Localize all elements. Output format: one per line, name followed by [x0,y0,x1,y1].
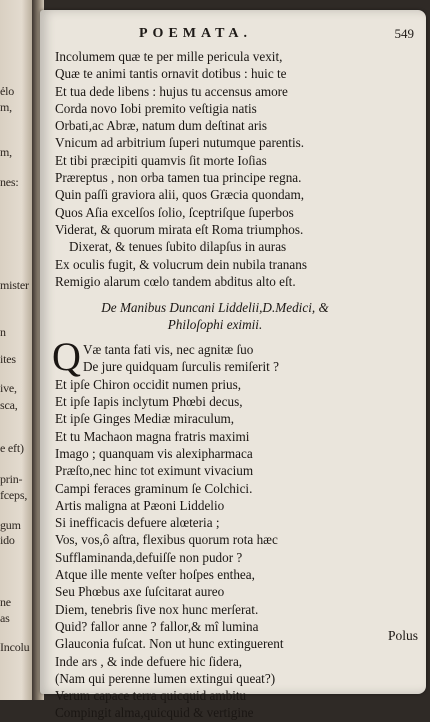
verse-line: Quid? fallor anne ? fallor,& mî lumina [55,618,259,634]
verse-line: Glauconia fuſcat. Non ut hunc extinguerent [55,636,284,652]
verse-line: Compingit alma,quicquid & vertigine [55,705,254,721]
prev-page-fragment: m, [0,100,12,114]
prev-page-fragment: m, [0,145,12,159]
prev-page-fragment: Incolu [0,640,30,654]
verse-line: Quos Aſia excelſos ſolio, ſceptriſque ſuperbos [55,204,294,220]
verse-line: Incolumem quæ te per mille pericula vexit, [55,49,283,64]
prev-page-fragment: prin- [0,472,23,486]
prev-page-fragment: ẻlo [0,84,15,98]
page-header [55,26,414,42]
page-text [52,48,375,722]
verse-line: Et ipſe Chiron occidit numen prius, [55,376,242,392]
prev-page-fragment: ive, [0,381,17,395]
verse-line: Imago ; quanquam vis alexipharmaca [55,445,253,461]
verse-line: Et tu Machaon magna fratris maximi [55,428,250,444]
verse-line: (Nam qui perenne lumen extingui queat?) [55,670,276,686]
prev-page-fragment: nes: [0,175,19,189]
poem-heading-line: De Manibus Duncani Liddelii,D.Medici, & [101,300,329,316]
prev-page-fragment: n [0,325,6,339]
verse-line: Et tua dede libens : hujus tu accensus amore [55,83,288,99]
verse-line: Et tibi præcipiti quamvis ſit morte Ioſias [55,152,267,168]
verse-line: Vnicum ad arbitrium ſuperi nutumque parentis. [55,135,305,151]
verse-line: Præſto,nec hinc tot eximunt vivacium [55,463,254,479]
poem-2 [52,334,375,722]
running-title: POEMATA. [139,26,252,41]
poem-heading-line: Philoſophi eximii. [167,317,263,333]
verse-line: Corda novo Iobi premito veſtigia natis [55,100,257,116]
poem-heading [55,299,375,333]
dropcap-block [52,334,375,380]
prev-page-fragment: as [0,611,10,625]
verse-line: Væ tanta fati vis, nec agnitæ ſuo [83,342,254,358]
verse-line: Remigio alarum cœlo tandem abditus alto eſt. [55,273,296,289]
verse-line: Seu Phœbus axe ſuſcitarat aureo [55,584,225,600]
catchword: Polus [387,628,418,643]
prev-page-fragment: ido [0,533,15,547]
verse-line: Si inefficacis defuere alœteria ; [55,515,220,531]
verse-line: Viderat, & quorum mirata eſt Roma triumphos. [55,221,304,237]
verse-line: Atque ille mente veſter hoſpes enthea, [55,567,255,583]
verse-line: Et ipſe Iapis inclytum Phœbi decus, [55,394,243,410]
prev-page-fragment: ne [0,595,11,609]
previous-page-edge [0,0,36,700]
verse-line: Sufflaminanda,defuiſſe non pudor ? [55,549,243,565]
verse-line: Verum capace terra quicquid ambitu [55,688,247,704]
verse-line: Præreptus , non orba tamen tua principe regna. [55,170,302,186]
prev-page-fragment: sca, [0,398,18,412]
verse-line: Campi feraces graminum ſe Colchici. [55,480,253,496]
verse-line: Inde ars , & inde defuere hic ſidera, [55,653,243,669]
page-number: 549 [394,26,414,41]
poem-1 [55,48,375,290]
verse-line: Quæ te animi tantis ornavit dotibus : huic te [55,66,287,82]
verse-line: De jure quidquam ſurculis remiſerit ? [83,359,279,375]
prev-page-fragment: ites [0,352,16,366]
prev-page-fragment: fceps, [0,488,28,502]
prev-page-fragment: e eft) [0,441,24,455]
verse-line: Artis maligna at Pæoni Liddelio [55,497,225,513]
prev-page-fragment: mister [0,278,29,292]
verse-line: Orbati,ac Abræ, natum dum deſtinat aris [55,118,268,134]
prev-page-fragment: gum [0,518,21,532]
verse-line: Quin paſſi graviora alii, quos Græcia quondam, [55,187,305,203]
verse-line-indented: Dixerat, & tenues ſubito dilapſus in auras [69,239,287,255]
verse-line: Et ipſe Ginges Mediæ miraculum, [55,411,235,427]
verse-line: Diem, tenebris ſive nox hunc merſerat. [55,601,259,617]
verse-line: Vos, vos,ô aſtra, flexibus quorum rota hæc [55,532,278,548]
verse-line: Ex oculis fugit, & volucrum dein nubila tranans [55,256,307,272]
drop-cap-letter: Q [52,334,81,380]
